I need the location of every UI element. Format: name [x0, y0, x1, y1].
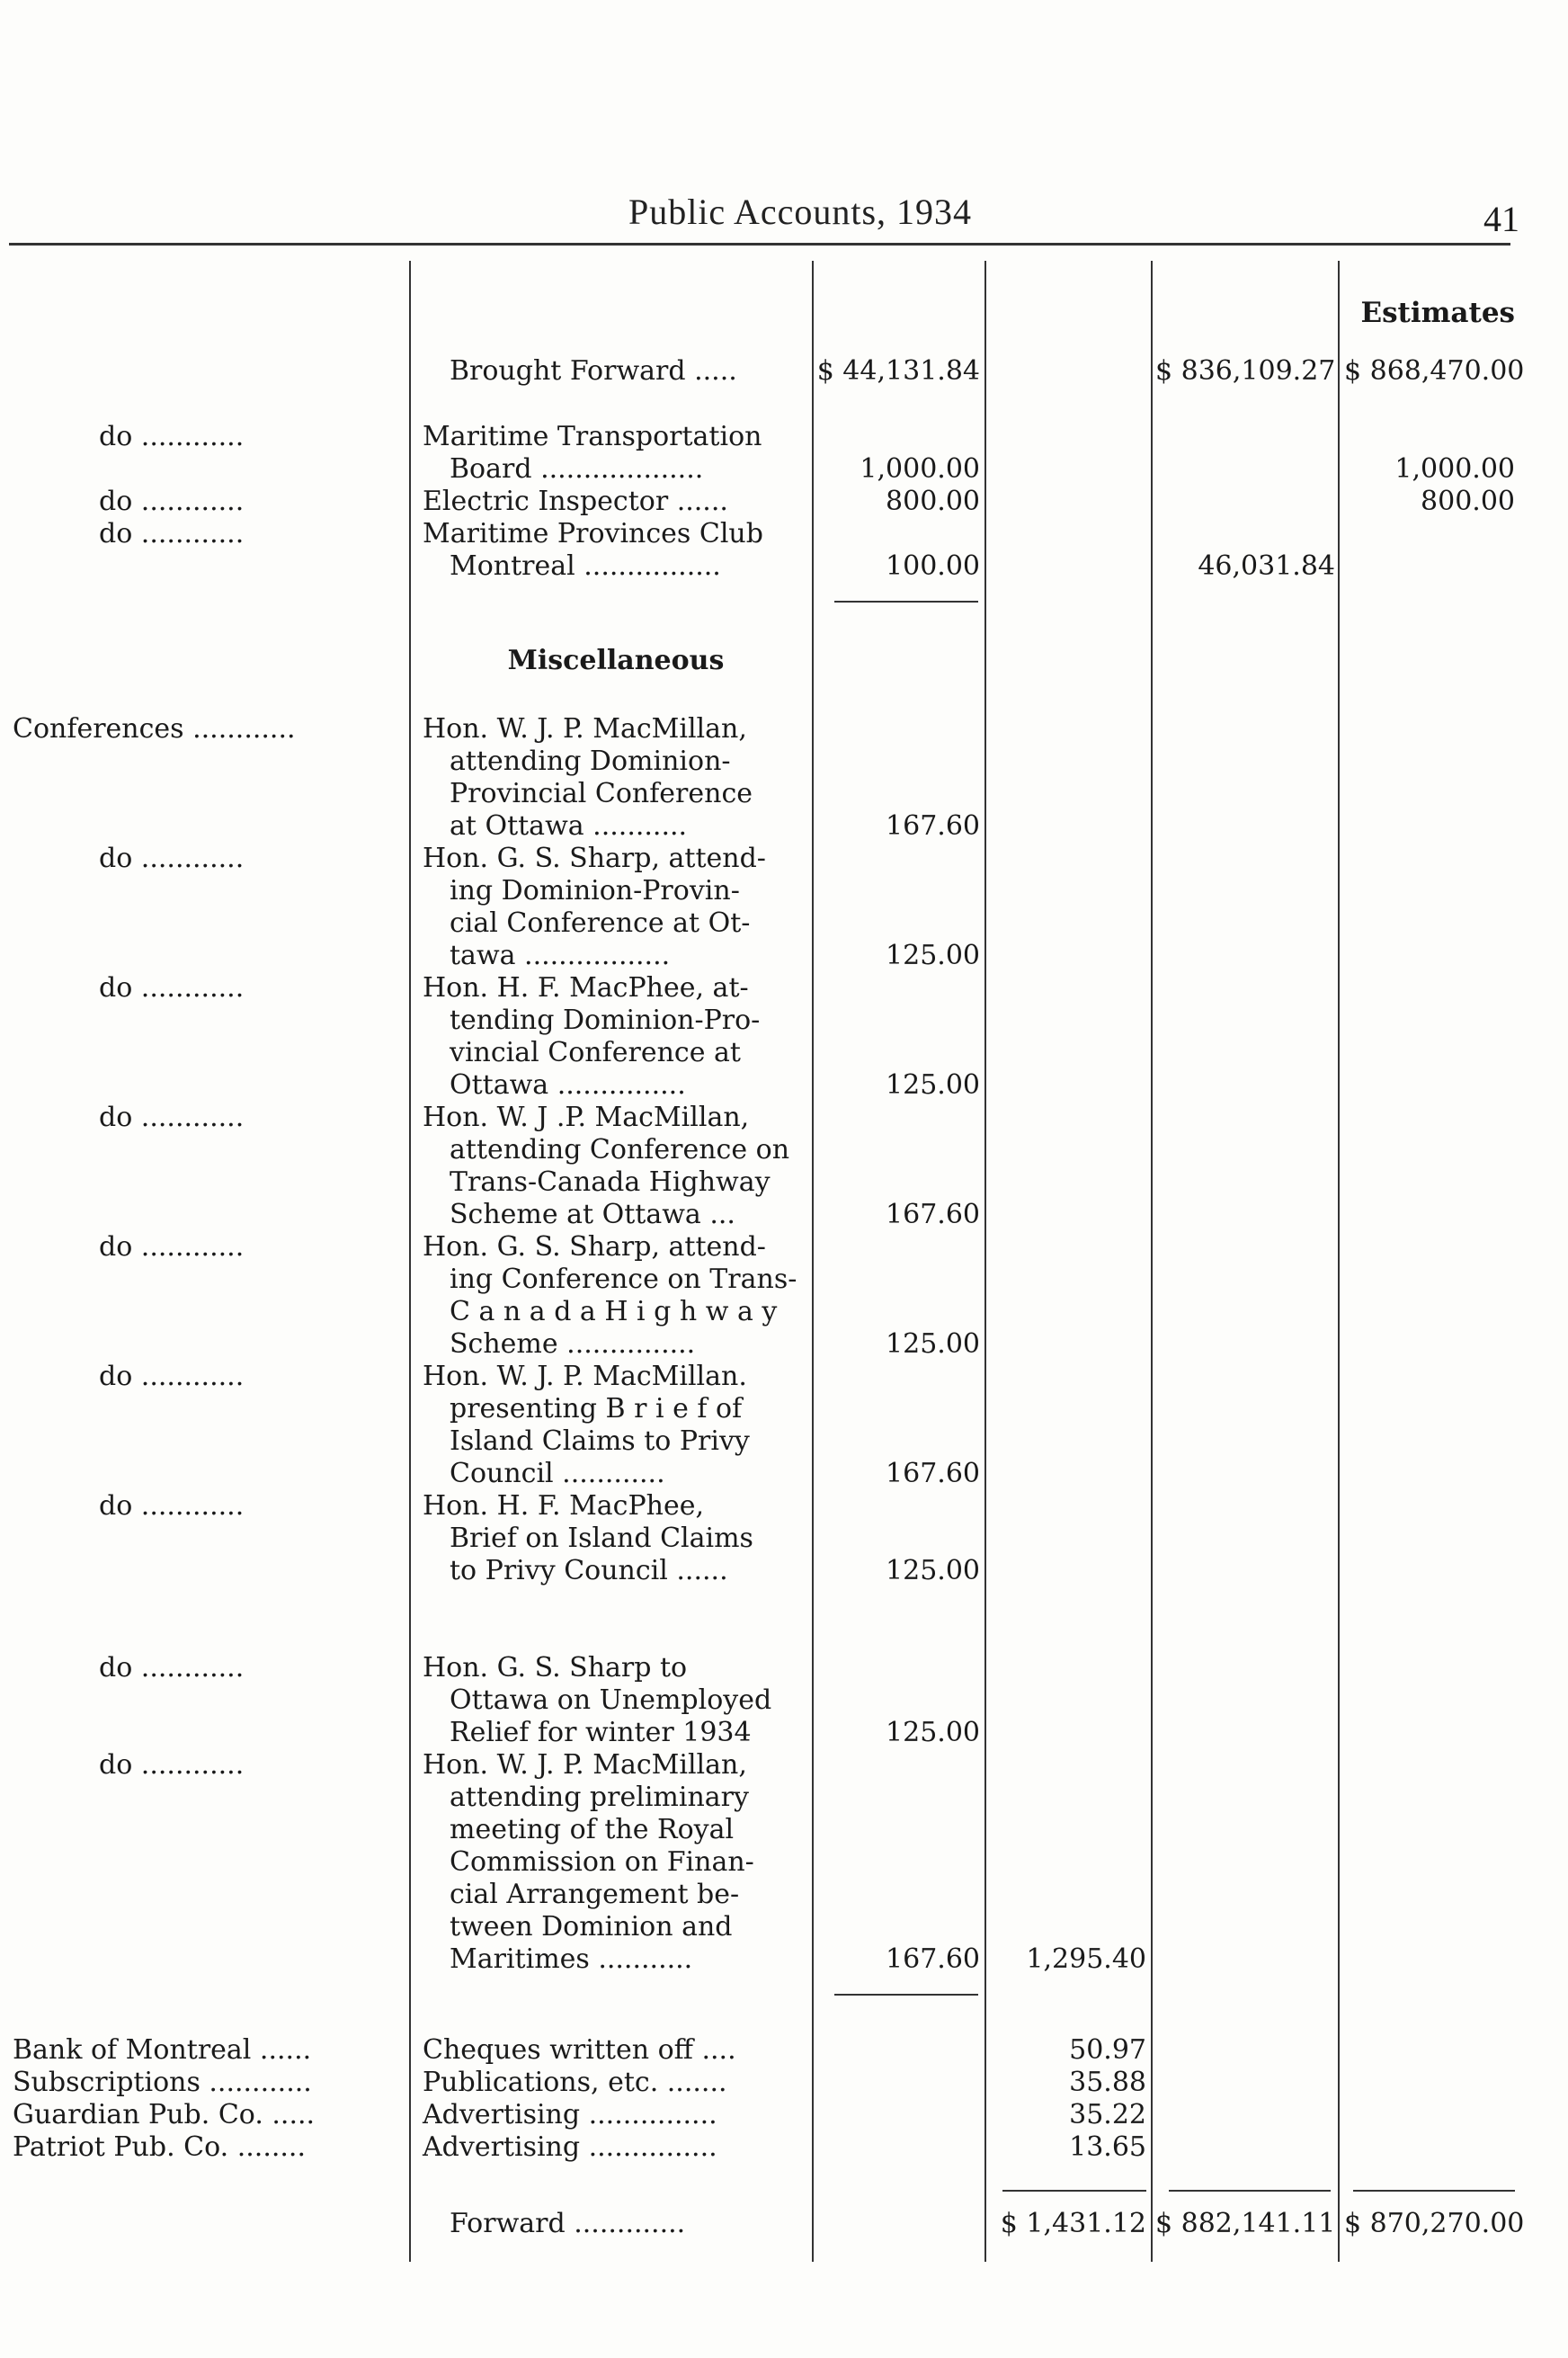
- row-amount-c1: 167.60: [886, 1199, 980, 1230]
- row-description: Hon. W. J. P. MacMillan,: [423, 1749, 747, 1781]
- row-amount-c2: 35.22: [1069, 2099, 1146, 2130]
- column-divider: [1151, 261, 1153, 2262]
- row-description: Publications, etc. .......: [423, 2067, 727, 2098]
- row-account: Bank of Montreal ......: [13, 2034, 312, 2066]
- subtotal-rule: [834, 1994, 978, 1996]
- row-description: cial Arrangement be-: [450, 1879, 740, 1910]
- row-account: do ............: [99, 843, 245, 874]
- row-description: to Privy Council ......: [450, 1555, 728, 1586]
- row-account: do ............: [99, 1749, 245, 1781]
- forward-c2: $ 1,431.12: [1000, 2208, 1146, 2239]
- row-amount-c1: 167.60: [886, 810, 980, 842]
- row-description: Board ...................: [450, 453, 704, 485]
- row-description: Commission on Finan-: [450, 1846, 754, 1878]
- page-number: 41: [1483, 199, 1519, 239]
- forward-c4: $ 870,270.00: [1344, 2208, 1525, 2239]
- column-divider: [984, 261, 986, 2262]
- page-title: Public Accounts, 1934: [628, 192, 973, 232]
- row-account: do ............: [99, 1102, 245, 1133]
- row-amount-c2: 35.88: [1069, 2067, 1146, 2098]
- row-amount-c1: 800.00: [886, 486, 980, 517]
- row-description: Advertising ...............: [423, 2131, 717, 2163]
- row-description: Hon. H. F. MacPhee,: [423, 1490, 705, 1522]
- row-account: do ............: [99, 1231, 245, 1263]
- section-heading: Miscellaneous: [507, 645, 725, 676]
- row-amount-c1: 125.00: [886, 1717, 980, 1748]
- row-description: Advertising ...............: [423, 2099, 717, 2130]
- row-description: Maritimes ...........: [450, 1943, 693, 1975]
- subtotal-rule: [834, 601, 978, 603]
- column-divider: [1338, 261, 1340, 2262]
- row-amount-c2: 13.65: [1069, 2131, 1146, 2163]
- row-description: vincial Conference at: [450, 1037, 741, 1068]
- row-account: Guardian Pub. Co. .....: [13, 2099, 316, 2130]
- row-description: Island Claims to Privy: [450, 1425, 750, 1457]
- row-description: attending Dominion-: [450, 746, 731, 777]
- row-account: do ............: [99, 518, 245, 549]
- forward-c3: $ 882,141.11: [1155, 2208, 1336, 2239]
- forward-label: Forward .............: [450, 2208, 686, 2239]
- row-description: ing Dominion-Provin-: [450, 875, 740, 907]
- row-description: Scheme ...............: [450, 1328, 696, 1360]
- row-account: do ............: [99, 486, 245, 517]
- row-amount-c1: 125.00: [886, 1555, 980, 1586]
- row-amount-c4: 1,000.00: [1394, 453, 1515, 485]
- row-account: Patriot Pub. Co. ........: [13, 2131, 307, 2163]
- row-description: Relief for winter 1934: [450, 1717, 752, 1748]
- estimates-header: Estimates: [1360, 297, 1515, 329]
- row-amount-c2: 50.97: [1069, 2034, 1146, 2066]
- brought-forward-c3: $ 836,109.27: [1155, 355, 1336, 387]
- row-description: Ottawa ...............: [450, 1069, 686, 1101]
- row-description: tending Dominion-Pro-: [450, 1005, 761, 1036]
- row-description: Hon. W. J. P. MacMillan.: [423, 1361, 747, 1392]
- row-account: do ............: [99, 1490, 245, 1522]
- row-description: Hon. W. J. P. MacMillan,: [423, 713, 747, 745]
- row-account: do ............: [99, 421, 245, 452]
- row-description: tawa .................: [450, 940, 671, 971]
- row-description: Electric Inspector ......: [423, 486, 728, 517]
- row-description: at Ottawa ...........: [450, 810, 688, 842]
- row-description: Provincial Conference: [450, 778, 753, 809]
- brought-forward-label: Brought Forward .....: [450, 355, 737, 387]
- row-amount-c1: 167.60: [886, 1943, 980, 1975]
- total-rule: [1169, 2190, 1331, 2192]
- row-account: Subscriptions ............: [13, 2067, 312, 2098]
- row-account: Conferences ............: [13, 713, 296, 745]
- row-account: do ............: [99, 1361, 245, 1392]
- total-rule: [1002, 2190, 1146, 2192]
- row-amount-c1: 100.00: [886, 550, 980, 582]
- row-description: tween Dominion and: [450, 1911, 733, 1943]
- row-description: Trans-Canada Highway: [450, 1166, 771, 1198]
- row-amount-c1: 125.00: [886, 1069, 980, 1101]
- row-description: Hon. W. J .P. MacMillan,: [423, 1102, 750, 1133]
- row-amount-c1: 167.60: [886, 1458, 980, 1489]
- row-description: meeting of the Royal: [450, 1814, 735, 1845]
- header-rule: [9, 243, 1510, 246]
- brought-forward-c4: $ 868,470.00: [1344, 355, 1525, 387]
- row-description: Cheques written off ....: [423, 2034, 736, 2066]
- row-description: Hon. G. S. Sharp to: [423, 1652, 688, 1684]
- row-description: Scheme at Ottawa ...: [450, 1199, 735, 1230]
- row-description: Ottawa on Unemployed: [450, 1684, 772, 1716]
- row-description: Council ............: [450, 1458, 665, 1489]
- row-amount-c1: 125.00: [886, 940, 980, 971]
- row-description: attending Conference on: [450, 1134, 790, 1166]
- row-description: Maritime Provinces Club: [423, 518, 763, 549]
- row-description: Brief on Island Claims: [450, 1523, 753, 1554]
- row-amount-c4: 800.00: [1421, 486, 1515, 517]
- brought-forward-c1: $ 44,131.84: [816, 355, 980, 387]
- row-description: Hon. G. S. Sharp, attend-: [423, 1231, 766, 1263]
- row-description: ing Conference on Trans-: [450, 1264, 797, 1295]
- row-account: do ............: [99, 1652, 245, 1684]
- total-rule: [1353, 2190, 1515, 2192]
- row-description: Montreal ................: [450, 550, 721, 582]
- row-amount-c3: 46,031.84: [1198, 550, 1335, 582]
- column-divider: [409, 261, 411, 2262]
- row-amount-c2: 1,295.40: [1026, 1943, 1146, 1975]
- row-description: Hon. G. S. Sharp, attend-: [423, 843, 766, 874]
- row-description: presenting B r i e f of: [450, 1393, 743, 1425]
- row-amount-c1: 125.00: [886, 1328, 980, 1360]
- row-description: Hon. H. F. MacPhee, at-: [423, 972, 749, 1004]
- row-account: do ............: [99, 972, 245, 1004]
- row-description: cial Conference at Ot-: [450, 907, 751, 939]
- row-description: C a n a d a H i g h w a y: [450, 1296, 778, 1327]
- row-description: Maritime Transportation: [423, 421, 762, 452]
- row-description: attending preliminary: [450, 1782, 749, 1813]
- row-amount-c1: 1,000.00: [860, 453, 980, 485]
